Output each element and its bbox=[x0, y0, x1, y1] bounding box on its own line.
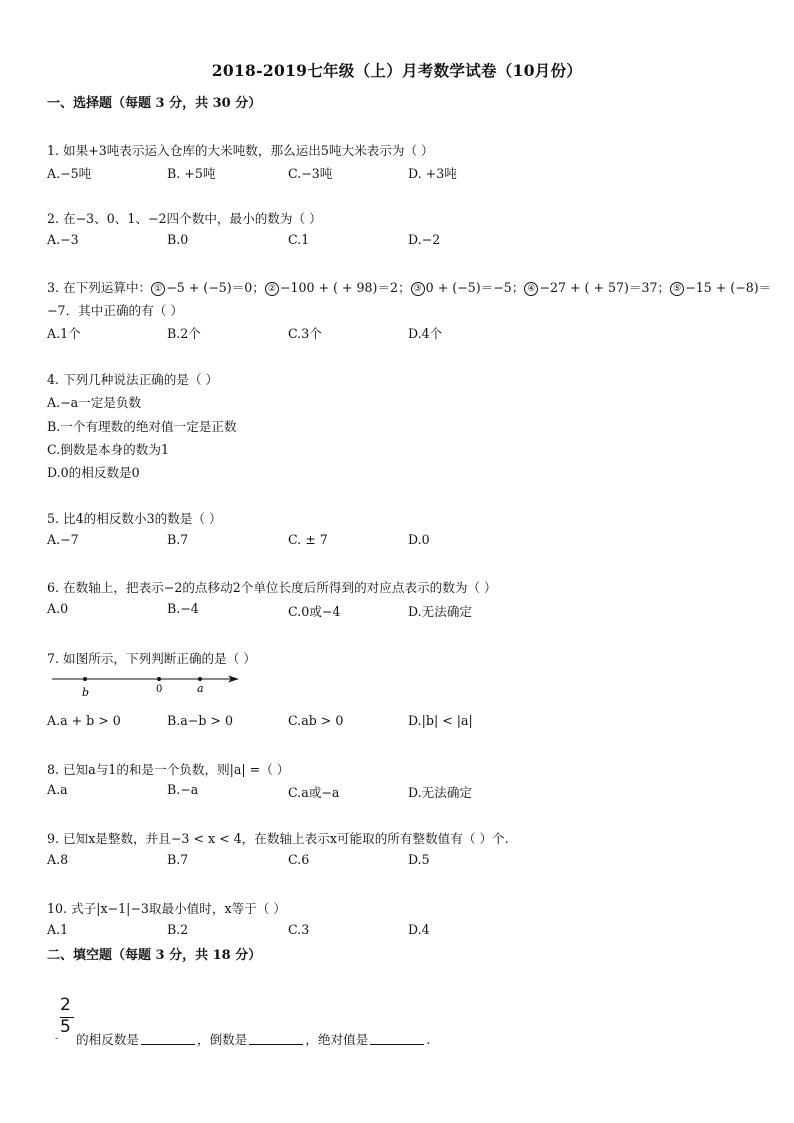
option-c[interactable]: C.ab > 0 bbox=[288, 713, 344, 728]
question-6-stem: 6. 在数轴上，把表示−2的点移动2个单位长度后所得到的对应点表示的数为（ ） bbox=[47, 580, 497, 595]
answer-blank-absolute[interactable] bbox=[370, 1033, 424, 1045]
fill-text-opposite: 的相反数是 bbox=[76, 1032, 139, 1047]
option-b[interactable]: B.−a bbox=[167, 782, 199, 797]
option-a[interactable]: A.−3 bbox=[47, 232, 79, 247]
option-c[interactable]: C.0或−4 bbox=[288, 604, 341, 619]
option-b[interactable]: B.2个 bbox=[167, 326, 201, 341]
circled-number-5: ⑤ bbox=[670, 282, 684, 296]
q3-expr-5: −15 + (−8)＝ bbox=[685, 280, 772, 295]
fill-text-period: . bbox=[426, 1032, 431, 1047]
option-c[interactable]: C.6 bbox=[288, 852, 310, 867]
fraction-numerator: 2 bbox=[60, 995, 71, 1015]
q3-expr-3: 0 + (−5)＝−5； bbox=[425, 280, 525, 295]
option-c[interactable]: C. ± 7 bbox=[288, 532, 328, 547]
question-4-stem: 4. 下列几种说法正确的是（ ） bbox=[47, 372, 219, 387]
question-9-stem: 9. 已知x是整数，并且−3 < x < 4，在数轴上表示x可能取的所有整数值有（ ）个. bbox=[47, 831, 509, 846]
option-b[interactable]: B. +5吨 bbox=[167, 166, 216, 181]
question-8-stem: 8. 已知a与1的和是一个负数，则|a| =（ ） bbox=[47, 762, 290, 777]
question-10-options bbox=[47, 922, 747, 940]
answer-blank-reciprocal[interactable] bbox=[249, 1033, 303, 1045]
option-a[interactable]: A.−7 bbox=[47, 532, 79, 547]
section-multiple-choice-heading: 一、选择题（每题 3 分，共 30 分） bbox=[47, 96, 262, 111]
question-2-options bbox=[47, 232, 747, 250]
question-3-stem bbox=[47, 277, 771, 296]
point-zero bbox=[157, 677, 161, 681]
option-b[interactable]: B.7 bbox=[167, 532, 189, 547]
label-a: a bbox=[197, 682, 204, 695]
fraction-sign: - bbox=[55, 1034, 59, 1044]
option-c[interactable]: C.3 bbox=[288, 922, 310, 937]
option-d[interactable]: D. +3吨 bbox=[408, 166, 457, 181]
option-a[interactable]: A.1 bbox=[47, 922, 69, 937]
fill-blank-question-1 bbox=[76, 1029, 430, 1048]
point-b bbox=[83, 677, 87, 681]
question-7-options bbox=[47, 713, 747, 731]
option-d[interactable]: D.0的相反数是0 bbox=[47, 465, 140, 480]
circled-number-4: ④ bbox=[524, 282, 538, 296]
option-d[interactable]: D.|b| < |a| bbox=[408, 713, 473, 728]
option-b[interactable]: B.一个有理数的绝对值一定是正数 bbox=[47, 419, 237, 434]
q3-expr-4: −27 + ( + 57)＝37； bbox=[539, 280, 671, 295]
q3-expr-2: −100 + ( + 98)＝2； bbox=[279, 280, 411, 295]
option-a[interactable]: A.−5吨 bbox=[47, 166, 92, 181]
option-d[interactable]: D.−2 bbox=[408, 232, 441, 247]
circled-number-1: ① bbox=[151, 282, 165, 296]
circled-number-2: ② bbox=[265, 282, 279, 296]
option-d[interactable]: D.无法确定 bbox=[408, 785, 473, 800]
q3-prefix: 3. 在下列运算中： bbox=[47, 280, 152, 295]
section-fill-blank-heading: 二、填空题（每题 3 分，共 18 分） bbox=[47, 948, 262, 963]
option-a[interactable]: A.a bbox=[47, 782, 68, 797]
question-8-options bbox=[47, 782, 747, 800]
fill-text-absolute: ，绝对值是 bbox=[305, 1032, 369, 1047]
number-line-figure bbox=[47, 668, 247, 700]
question-6-options bbox=[47, 601, 747, 619]
circled-number-3: ③ bbox=[411, 282, 425, 296]
option-b[interactable]: B.−4 bbox=[167, 601, 199, 616]
option-d[interactable]: D.4个 bbox=[408, 326, 443, 341]
point-a bbox=[198, 677, 202, 681]
question-5-stem: 5. 比4的相反数小3的数是（ ） bbox=[47, 511, 222, 526]
option-b[interactable]: B.0 bbox=[167, 232, 189, 247]
option-c[interactable]: C.a或−a bbox=[288, 785, 340, 800]
answer-blank-opposite[interactable] bbox=[141, 1033, 195, 1045]
question-5-options bbox=[47, 532, 747, 550]
q3-expr-1: −5 + (−5)＝0； bbox=[166, 280, 265, 295]
option-c[interactable]: C.3个 bbox=[288, 326, 322, 341]
label-zero: 0 bbox=[156, 684, 163, 695]
label-b: b bbox=[82, 686, 90, 699]
option-a[interactable]: A.−a一定是负数 bbox=[47, 395, 142, 410]
question-3-stem-line2: −7．其中正确的有（ ） bbox=[47, 303, 183, 318]
option-c[interactable]: C.1 bbox=[288, 232, 310, 247]
option-d[interactable]: D.5 bbox=[408, 852, 430, 867]
question-7-stem: 7. 如图所示，下列判断正确的是（ ） bbox=[47, 651, 256, 666]
question-10-stem: 10. 式子|x−1|−3取最小值时，x等于（ ） bbox=[47, 901, 286, 916]
option-a[interactable]: A.a + b > 0 bbox=[47, 713, 121, 728]
fraction-denominator: 5 bbox=[60, 1017, 71, 1037]
option-a[interactable]: A.8 bbox=[47, 852, 69, 867]
option-a[interactable]: A.0 bbox=[47, 601, 69, 616]
question-3-options bbox=[47, 323, 747, 341]
question-1-stem: 1. 如果+3吨表示运入仓库的大米吨数，那么运出5吨大米表示为（ ） bbox=[47, 143, 434, 158]
page-title: 2018-2019七年级（上）月考数学试卷（10月份） bbox=[211, 61, 583, 80]
option-c[interactable]: C.−3吨 bbox=[288, 166, 333, 181]
option-a[interactable]: A.1个 bbox=[47, 326, 81, 341]
option-b[interactable]: B.7 bbox=[167, 852, 189, 867]
option-b[interactable]: B.2 bbox=[167, 922, 189, 937]
option-c[interactable]: C.倒数是本身的数为1 bbox=[47, 442, 169, 457]
option-d[interactable]: D.0 bbox=[408, 532, 430, 547]
question-1-options bbox=[47, 163, 747, 181]
option-d[interactable]: D.4 bbox=[408, 922, 430, 937]
question-9-options bbox=[47, 852, 747, 870]
option-d[interactable]: D.无法确定 bbox=[408, 604, 473, 619]
option-b[interactable]: B.a−b > 0 bbox=[167, 713, 233, 728]
fill-text-reciprocal: ，倒数是 bbox=[196, 1032, 248, 1047]
question-2-stem: 2. 在−3、0、1、−2四个数中，最小的数为（ ） bbox=[47, 211, 322, 226]
